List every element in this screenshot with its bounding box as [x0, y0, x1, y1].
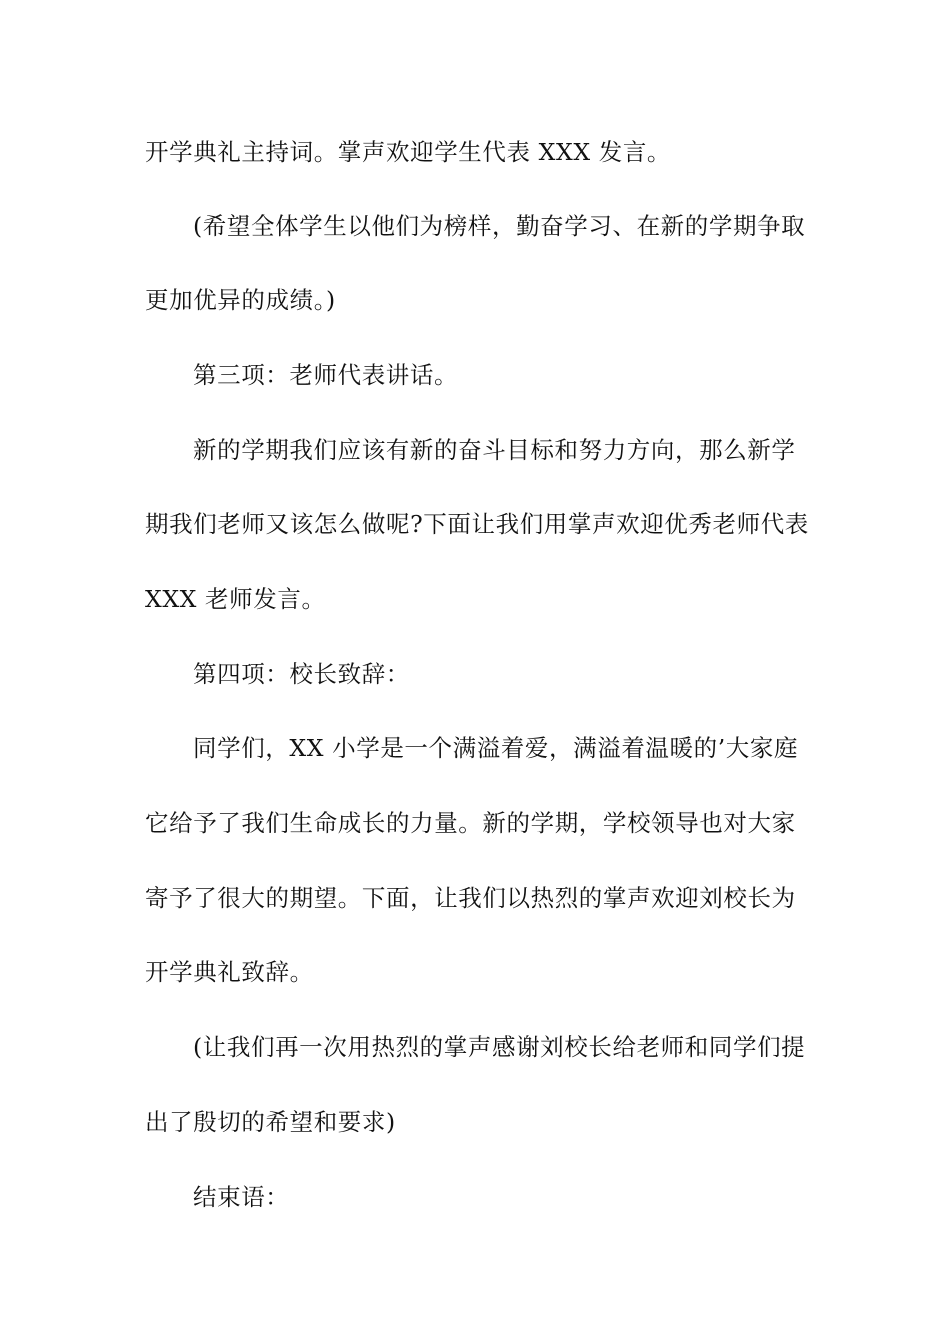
text-line-host-intro: 开学典礼主持词。掌声欢迎学生代表 XXX 发言。 [145, 138, 672, 166]
text-line-expectation: 寄予了很大的期望。下面，让我们以热烈的掌声欢迎刘校长为 [145, 884, 796, 912]
text-line-new-term: 新的学期我们应该有新的奋斗目标和努力方向，那么新学 [193, 436, 796, 464]
text-line-hope-students: (希望全体学生以他们为榜样，勤奋学习、在新的学期争取 [193, 212, 806, 240]
text-line-principal-address: 开学典礼致辞。 [145, 958, 314, 986]
text-line-students-intro: 同学们，XX 小学是一个满溢着爱，满溢着温暖的’大家庭 [193, 734, 799, 762]
text-line-growth: 它给予了我们生命成长的力量。新的学期，学校领导也对大家 [145, 809, 796, 837]
text-line-new-term-cont: 期我们老师又该怎么做呢?下面让我们用掌声欢迎优秀老师代表 [145, 510, 809, 538]
text-line-thanks-cont: 出了殷切的希望和要求) [145, 1108, 396, 1136]
text-line-hope-students-cont: 更加优异的成绩。) [145, 286, 336, 314]
text-line-thanks: (让我们再一次用热烈的掌声感谢刘校长给老师和同学们提 [193, 1033, 806, 1061]
section-heading-item-three: 第三项：老师代表讲话。 [193, 361, 459, 389]
section-heading-closing: 结束语： [193, 1183, 290, 1211]
section-heading-item-four: 第四项：校长致辞： [193, 660, 410, 688]
text-line-teacher-speech: XXX 老师发言。 [145, 585, 326, 613]
